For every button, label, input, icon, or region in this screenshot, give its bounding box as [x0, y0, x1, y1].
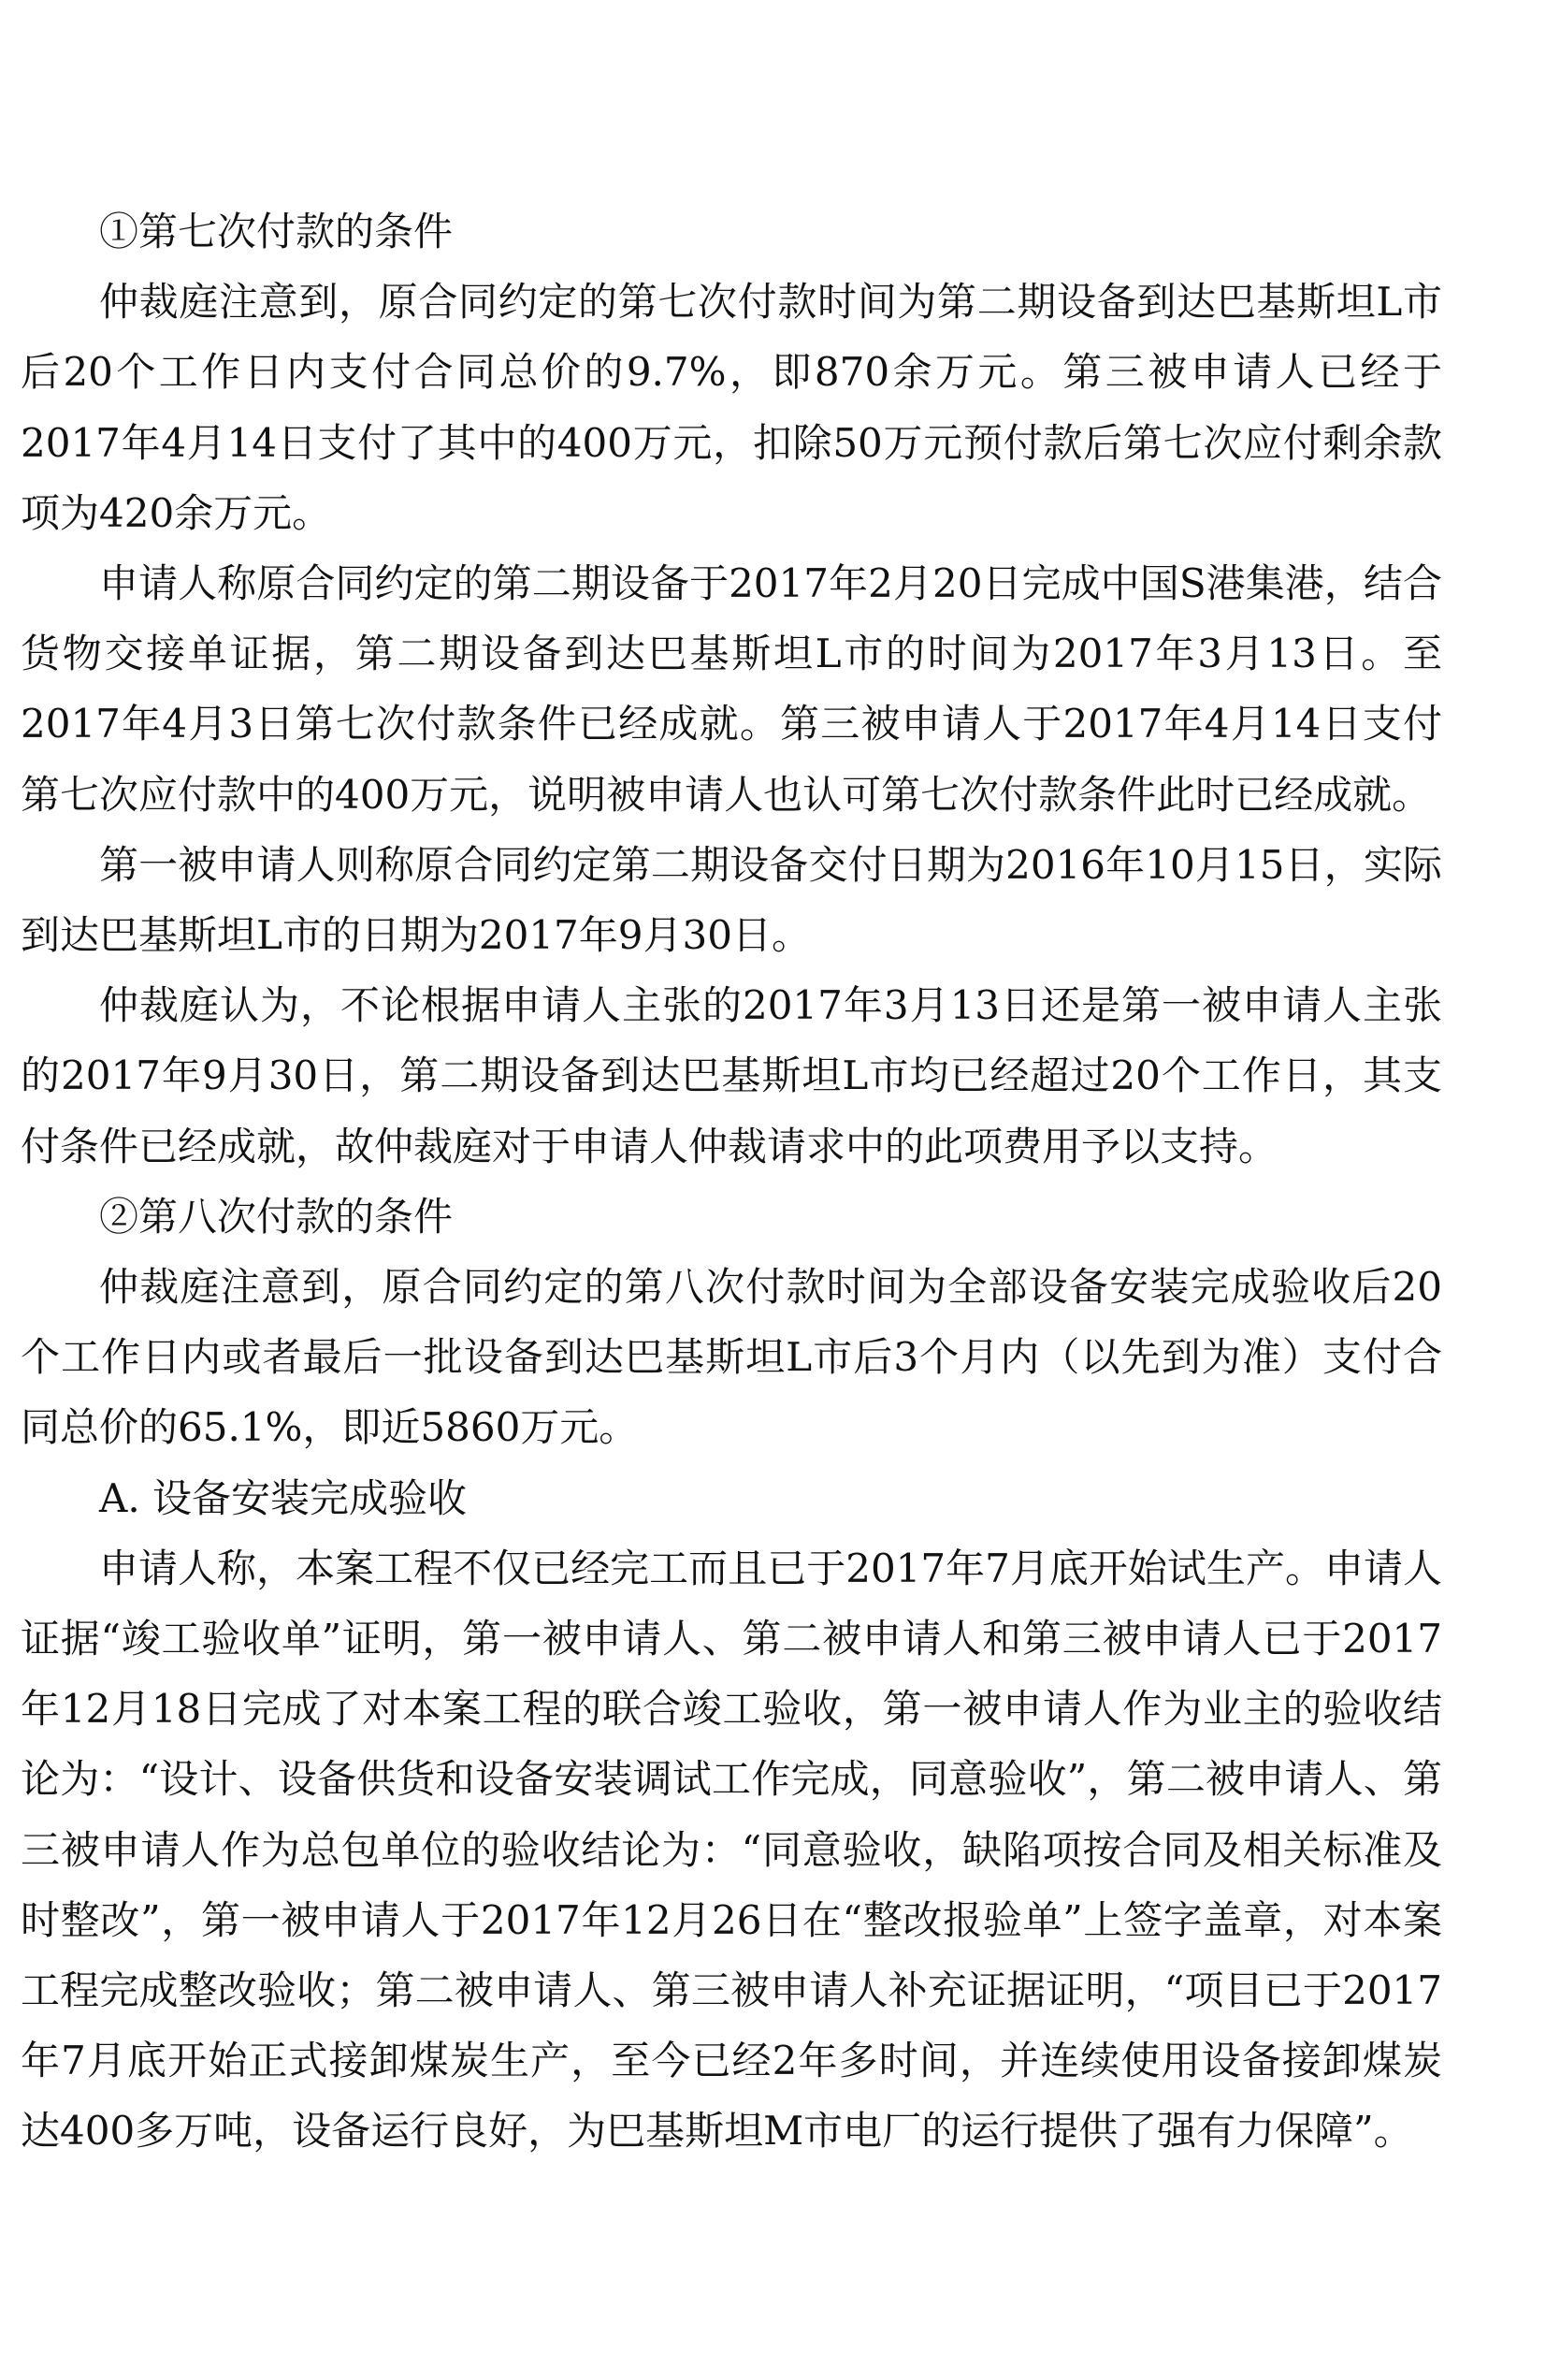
paragraph-eighth-payment-terms: 仲裁庭注意到，原合同约定的第八次付款时间为全部设备安装完成验收后20个工作日内或者最后一批设备到达巴基斯坦L市后3个月内（以先到为准）支付合同总价的65.1%，即近5860万元。 [21, 1264, 1442, 1451]
paragraph-tribunal-opinion: 仲裁庭认为，不论根据申请人主张的2017年3月13日还是第一被申请人主张的2017年9月30日，第二期设备到达巴基斯坦L市均已经超过20个工作日，其支付条件已经成就，故仲裁庭对于申请人仲裁请求中的此项费用予以支持。 [21, 982, 1442, 1169]
paragraph-acceptance-evidence: 申请人称，本案工程不仅已经完工而且已于2017年7月底开始试生产。申请人证据“竣工验收单”证明，第一被申请人、第二被申请人和第三被申请人已于2017年12月18日完成了对本案工程的联合竣工验收，第一被申请人作为业主的验收结论为：“设计、设备供货和设备安装调试工作完成，同意验收”，第二被申请人、第三被申请人作为总包单位的验收结论为：“同意验收，缺陷项按合同及相关标准及时整改”，第一被申请人于2017年12月26日在“整改报验单”上签字盖章，对本案工程完成整改验收；第二被申请人、第三被申请人补充证据证明，“项目已于2017年7月底开始正式接卸煤炭生产，至今已经2年多时间，并连续使用设备接卸煤炭达400多万吨，设备运行良好，为巴基斯坦M市电厂的运行提供了强有力保障”。 [21, 1545, 1442, 2155]
paragraph-seventh-payment-terms: 仲裁庭注意到，原合同约定的第七次付款时间为第二期设备到达巴基斯坦L市后20个工作日内支付合同总价的9.7%，即870余万元。第三被申请人已经于2017年4月14日支付了其中的400万元，扣除50万元预付款后第七次应付剩余款项为420余万元。 [21, 279, 1442, 536]
subheading-installation-acceptance: A. 设备安装完成验收 [99, 1474, 468, 1521]
paragraph-applicant-claim: 申请人称原合同约定的第二期设备于2017年2月20日完成中国S港集港，结合货物交接单证据，第二期设备到达巴基斯坦L市的时间为2017年3月13日。至2017年4月3日第七次付款条件已经成就。第三被申请人于2017年4月14日支付第七次应付款中的400万元，说明被申请人也认可第七次付款条件此时已经成就。 [21, 560, 1442, 818]
section-heading-seventh-payment: ①第七次付款的条件 [99, 209, 454, 254]
section-heading-eighth-payment: ②第八次付款的条件 [99, 1193, 454, 1240]
document-body [21, 196, 1442, 2167]
paragraph-first-respondent-claim: 第一被申请人则称原合同约定第二期设备交付日期为2016年10月15日，实际到达巴基斯坦L市的日期为2017年9月30日。 [21, 841, 1442, 959]
